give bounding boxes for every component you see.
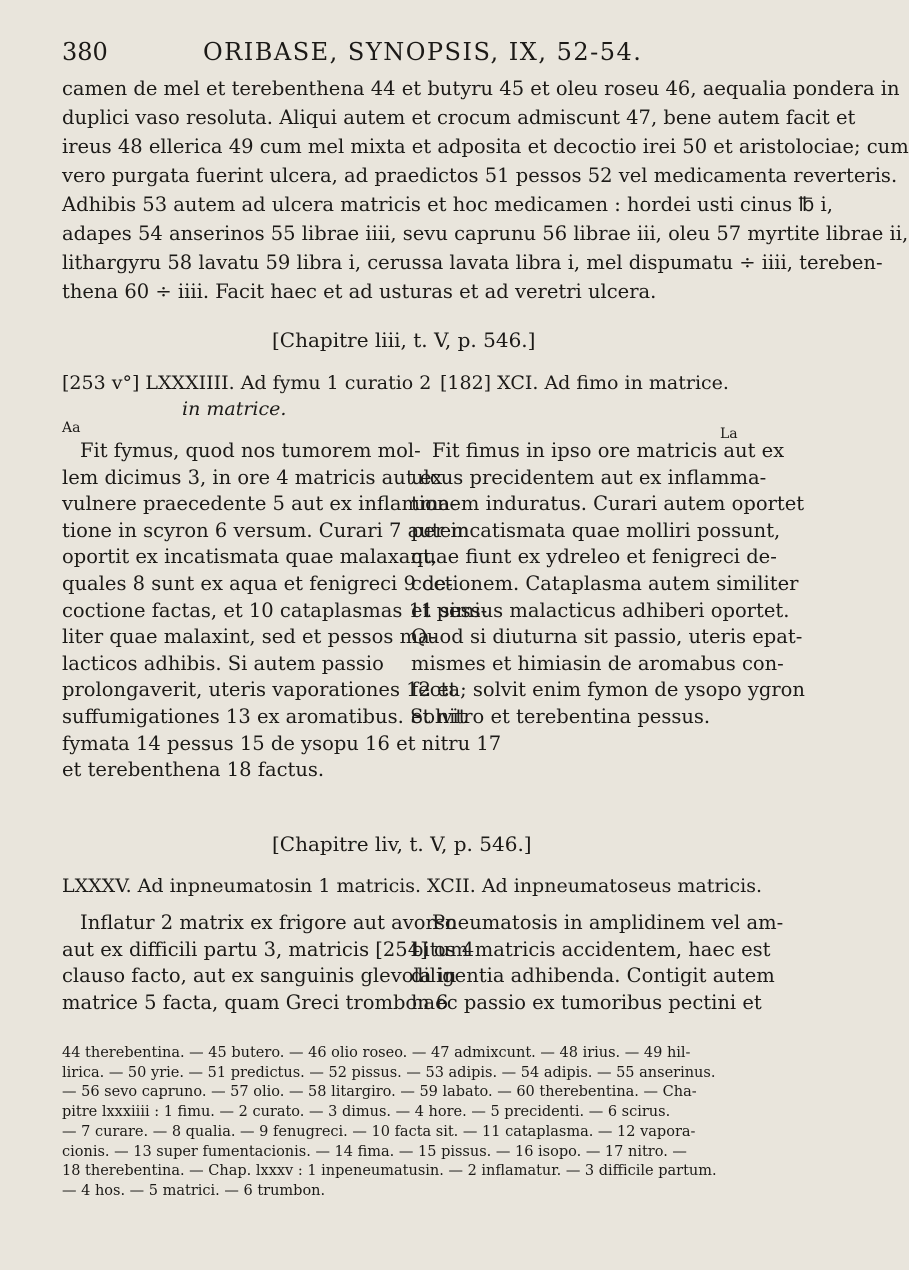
text-line: suffumigationes 13 ex aromatibus. Solvit	[62, 704, 467, 728]
intro-line: Adhibis 53 autem ad ulcera matricis et hoc medicamen : hordei usti cinus ℔ i,	[62, 193, 833, 216]
text-line: coctione factas, et 10 cataplasmas 11 simi-	[62, 598, 488, 622]
left-chapter-title: LXXXV. Ad inpneumatosin 1 matricis.	[62, 875, 422, 897]
text-line: clauso facto, aut ex sanguinis glevola in	[62, 964, 457, 988]
text-line: et terebenthena 18 factus.	[62, 758, 325, 782]
right-column-text	[411, 910, 784, 1016]
footnote-line: — 4 hos. — 5 matrici. — 6 trumbon.	[62, 1182, 326, 1199]
running-head: ORIBASE, SYNOPSIS, IX, 52-54.	[203, 38, 643, 66]
text-line: haec passio ex tumoribus pectini et	[411, 990, 762, 1014]
intro-line: duplici vaso resoluta. Aliqui autem et crocum admiscunt 47, bene autem facit et	[62, 106, 856, 129]
footnote-line: 18 therebentina. — Chap. lxxxv : 1 inpeneumatusin. — 2 inflamatur. — 3 difficile partum.	[62, 1163, 717, 1180]
intro-paragraph	[62, 74, 909, 306]
text-line: fymata 14 pessus 15 de ysopu 16 et nitru 17	[62, 731, 502, 755]
right-column-text	[411, 438, 805, 731]
text-line: coctionem. Cataplasma autem similiter	[411, 571, 799, 595]
text-line: prolongaverit, uteris vaporationes 12 et	[62, 678, 457, 702]
text-line: et pessus malacticus adhiberi oportet.	[411, 598, 790, 622]
intro-line: ireus 48 ellerica 49 cum mel mixta et adposita et decoctio irei 50 et aristolociae; cum	[62, 135, 909, 158]
text-line: lacticos adhibis. Si autem passio	[62, 651, 384, 675]
footnote-line: pitre lxxxiiii : 1 fimu. — 2 curato. — 3 dimus. — 4 hore. — 5 precidenti. — 6 scirus.	[62, 1104, 671, 1121]
intro-line: camen de mel et terebenthena 44 et butyru 45 et oleu roseu 46, aequalia pondera in	[62, 77, 900, 100]
text-line: lem dicimus 3, in ore 4 matricis aut ex	[62, 465, 443, 489]
left-chapter-title-cont: in matrice.	[182, 398, 287, 420]
text-line: tione in scyron 6 versum. Curari 7 autem	[62, 518, 470, 542]
footnote-line: lirica. — 50 yrie. — 51 predictus. — 52 pissus. — 53 adipis. — 54 adipis. — 55 anserinus.	[62, 1064, 716, 1081]
text-line: quae fiunt ex ydreleo et fenigreci de-	[411, 545, 777, 569]
intro-line: vero purgata fuerint ulcera, ad praedictos 51 pessos 52 vel medicamenta reverteris.	[62, 164, 898, 187]
right-chapter-title: XCII. Ad inpneumatoseus matricis.	[427, 875, 763, 897]
footnote-line: — 7 curare. — 8 qualia. — 9 fenugreci. — 10 facta sit. — 11 cataplasma. — 12 vapora-	[62, 1123, 696, 1140]
text-line: vulnere praecedente 5 aut ex inflamma-	[62, 492, 457, 516]
text-line: liter quae malaxint, sed et pessos ma-	[62, 625, 437, 649]
chapter-heading: [Chapitre liii, t. V, p. 546.]	[272, 328, 536, 352]
text-line: diligentia adhibenda. Contigit autem	[411, 964, 775, 988]
intro-line: adapes 54 anserinos 55 librae iiii, sevu caprunu 56 librae iii, oleu 57 myrtite librae ii,	[62, 222, 909, 245]
text-line: Quod si diuturna sit passio, uteris epat-	[411, 625, 803, 649]
text-line: Inflatur 2 matrix ex frigore aut avorso	[80, 911, 457, 934]
text-line: Fit fymus, quod nos tumorem mol-	[80, 439, 421, 462]
chapter-heading: [Chapitre liv, t. V, p. 546.]	[272, 832, 532, 856]
left-margin-siglum: Aa	[62, 420, 81, 436]
intro-line: lithargyru 58 lavatu 59 libra i, cerussa lavata libra i, mel dispumatu ÷ iiii, tereben-	[62, 251, 883, 274]
text-line: per incatismata quae molliri possunt,	[411, 518, 781, 542]
right-margin-siglum: La	[720, 426, 738, 442]
text-line: ulcus precidentem aut ex inflamma-	[411, 465, 767, 489]
right-chapter-title: [182] XCI. Ad fimo in matrice.	[440, 372, 729, 394]
text-line: mismes et himiasin de aromabus con-	[411, 651, 784, 675]
footnote-line: cionis. — 13 super fumentacionis. — 14 fima. — 15 pissus. — 16 isopo. — 17 nitro. —	[62, 1143, 687, 1160]
text-line: Pneumatosis in amplidinem vel am-	[432, 911, 784, 934]
page-number: 380	[62, 38, 108, 66]
text-line: fecta; solvit enim fymon de ysopo ygron	[411, 678, 805, 702]
text-line: aut ex difficili partu 3, matricis [254] os 4	[62, 937, 475, 961]
intro-line: thena 60 ÷ iiii. Facit haec et ad usturas et ad veretri ulcera.	[62, 280, 657, 303]
text-line: Fit fimus in ipso ore matricis aut ex	[432, 439, 785, 462]
text-line: oportit ex incatismata quae malaxant,	[62, 545, 437, 569]
text-line: bitum matricis accidentem, haec est	[411, 937, 771, 961]
text-line: et nitro et terebentina pessus.	[411, 704, 711, 728]
footnotes	[62, 1044, 717, 1202]
text-line: matrice 5 facta, quam Greci trombon 6	[62, 990, 449, 1014]
text-line: quales 8 sunt ex aqua et fenigreci 9 de-	[62, 571, 453, 595]
footnote-line: 44 therebentina. — 45 butero. — 46 olio roseo. — 47 admixcunt. — 48 irius. — 49 hil-	[62, 1045, 691, 1061]
left-chapter-title: [253 v°] LXXXIIII. Ad fymu 1 curatio 2	[62, 372, 432, 394]
text-line: tionem induratus. Curari autem oportet	[411, 492, 805, 516]
footnote-line: — 56 sevo capruno. — 57 olio. — 58 litargiro. — 59 labato. — 60 therebentina. — Cha-	[62, 1084, 697, 1101]
